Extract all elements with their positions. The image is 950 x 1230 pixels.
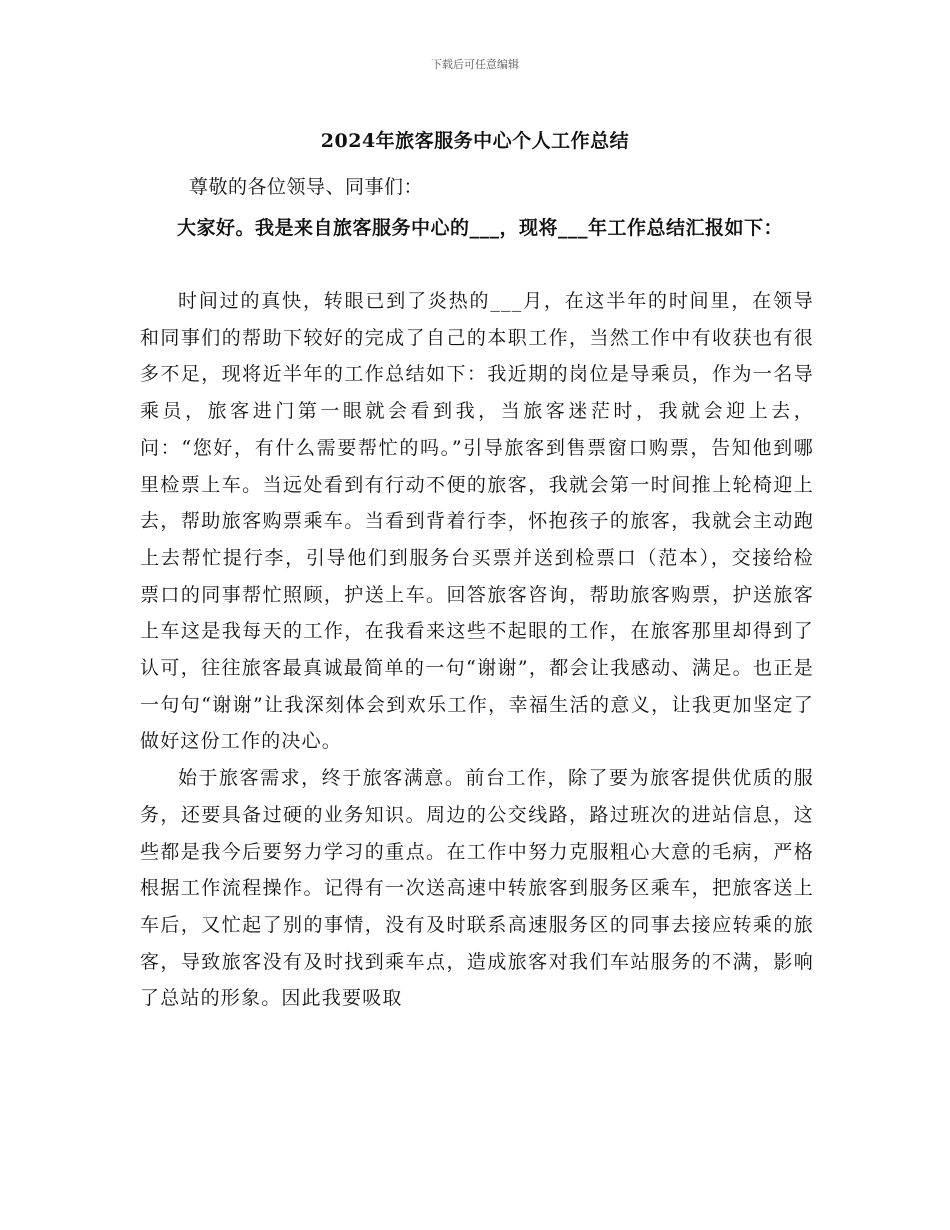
header-note: 下载后可任意编辑 <box>431 58 519 71</box>
paragraph-2: 始于旅客需求，终于旅客满意。前台工作，除了要为旅客提供优质的服务，还要具备过硬的业务知识。周边的公交线路，路过班次的进站信息，这些都是我今后要努力学习的重点。在工作中努力克服粗心大意的毛病，严格根据工作流程操作。记得有一次送高速中转旅客到服务区乘车，把旅客送上车后，又忙起了别的事情，没有及时联系高速服务区的同事去接应转乘的旅客，导致旅客没有及时找到乘车点，造成旅客对我们车站服务的不满，影响了总站的形象。因此我要吸取 <box>140 767 814 1010</box>
document-title: 2024年旅客服务中心个人工作总结 <box>320 130 630 152</box>
greeting: 大家好。我是来自旅客服务中心的___，现将___年工作总结汇报如下： <box>176 217 783 239</box>
salutation: 尊敬的各位领导、同事们： <box>189 176 424 198</box>
body-text <box>140 283 814 1017</box>
paragraph-1: 时间过的真快，转眼已到了炎热的___月，在这半年的时间里，在领导和同事们的帮助下较好的完成了自己的本职工作，当然工作中有收获也有很多不足，现将近半年的工作总结如下：我近期的岗位是导乘员，作为一名导乘员，旅客进门第一眼就会看到我，当旅客迷茫时，我就会迎上去，问：“您好，有什么需要帮忙的吗。”引导旅客到售票窗口购票，告知他到哪里检票上车。当远处看到有行动不便的旅客，我就会第一时间推上轮椅迎上去，帮助旅客购票乘车。当看到背着行李，怀抱孩子的旅客，我就会主动跑上去帮忙提行李，引导他们到服务台买票并送到检票口（范本），交接给检票口的同事帮忙照顾，护送上车。回答旅客咨询，帮助旅客购票，护送旅客上车这是我每天的工作，在我看来这些不起眼的工作，在旅客那里却得到了认可，往往旅客最真诚最简单的一句“谢谢”，都会让我感动、满足。也正是一句句“谢谢”让我深刻体会到欢乐工作，幸福生活的意义，让我更加坚定了做好这份工作的决心。 <box>140 290 814 753</box>
